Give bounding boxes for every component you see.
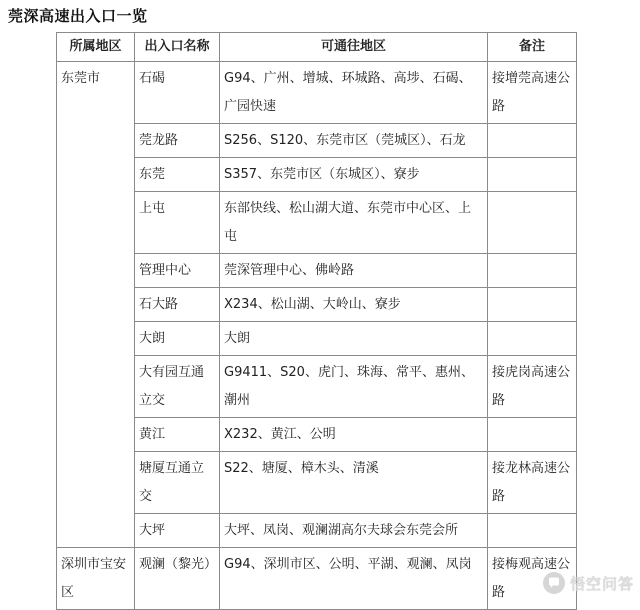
- exit-name-cell: 观澜（黎光）: [135, 548, 220, 610]
- table-row: [57, 192, 577, 254]
- note-cell: [488, 418, 577, 452]
- note-cell: 接龙林高速公路: [488, 452, 577, 514]
- table-header-row: [57, 33, 577, 62]
- destinations-cell: 大朗: [220, 322, 488, 356]
- header-notes: 备注: [488, 33, 577, 62]
- table-body: [57, 62, 577, 610]
- region-cell: 东莞市: [57, 62, 135, 548]
- table-row: [57, 254, 577, 288]
- exit-name-cell: 塘厦互通立交: [135, 452, 220, 514]
- destinations-cell: S357、东莞市区（东城区）、寮步: [220, 158, 488, 192]
- note-cell: [488, 124, 577, 158]
- table-row: [57, 322, 577, 356]
- table-row: [57, 514, 577, 548]
- destinations-cell: X234、松山湖、大岭山、寮步: [220, 288, 488, 322]
- note-cell: [488, 158, 577, 192]
- watermark: [543, 572, 634, 594]
- table-row: [57, 548, 577, 610]
- destinations-cell: X232、黄江、公明: [220, 418, 488, 452]
- chat-bubble-icon: [543, 572, 565, 594]
- table-row: [57, 418, 577, 452]
- exit-name-cell: 东莞: [135, 158, 220, 192]
- table-row: [57, 288, 577, 322]
- exit-name-cell: 上屯: [135, 192, 220, 254]
- header-destinations: 可通往地区: [220, 33, 488, 62]
- table-row: [57, 158, 577, 192]
- header-exit-name: 出入口名称: [135, 33, 220, 62]
- expressway-exit-table: [56, 32, 577, 610]
- destinations-cell: G9411、S20、虎门、珠海、常平、惠州、潮州: [220, 356, 488, 418]
- note-cell: [488, 514, 577, 548]
- note-cell: 接梅观高速公路: [488, 548, 577, 610]
- header-region: 所属地区: [57, 33, 135, 62]
- note-cell: 接虎岗高速公路: [488, 356, 577, 418]
- table-row: [57, 452, 577, 514]
- region-cell: 深圳市宝安区: [57, 548, 135, 610]
- destinations-cell: 莞深管理中心、佛岭路: [220, 254, 488, 288]
- table-row: [57, 124, 577, 158]
- destinations-cell: G94、深圳市区、公明、平湖、观澜、凤岗: [220, 548, 488, 610]
- destinations-cell: 大坪、凤岗、观澜湖高尔夫球会东莞会所: [220, 514, 488, 548]
- exit-name-cell: 莞龙路: [135, 124, 220, 158]
- table-row: [57, 62, 577, 124]
- destinations-cell: S256、S120、东莞市区（莞城区）、石龙: [220, 124, 488, 158]
- note-cell: [488, 288, 577, 322]
- exit-name-cell: 管理中心: [135, 254, 220, 288]
- table-row: [57, 356, 577, 418]
- watermark-text: 悟空问答: [569, 574, 634, 593]
- destinations-cell: G94、广州、增城、环城路、高埗、石碣、广园快速: [220, 62, 488, 124]
- note-cell: [488, 254, 577, 288]
- note-cell: [488, 192, 577, 254]
- exit-name-cell: 黄江: [135, 418, 220, 452]
- exit-name-cell: 大朗: [135, 322, 220, 356]
- exit-name-cell: 石碣: [135, 62, 220, 124]
- exit-name-cell: 大有园互通立交: [135, 356, 220, 418]
- destinations-cell: S22、塘厦、樟木头、清溪: [220, 452, 488, 514]
- note-cell: [488, 322, 577, 356]
- exit-name-cell: 石大路: [135, 288, 220, 322]
- note-cell: 接增莞高速公路: [488, 62, 577, 124]
- page-title: 莞深高速出入口一览: [8, 7, 148, 25]
- exit-name-cell: 大坪: [135, 514, 220, 548]
- destinations-cell: 东部快线、松山湖大道、东莞市中心区、上屯: [220, 192, 488, 254]
